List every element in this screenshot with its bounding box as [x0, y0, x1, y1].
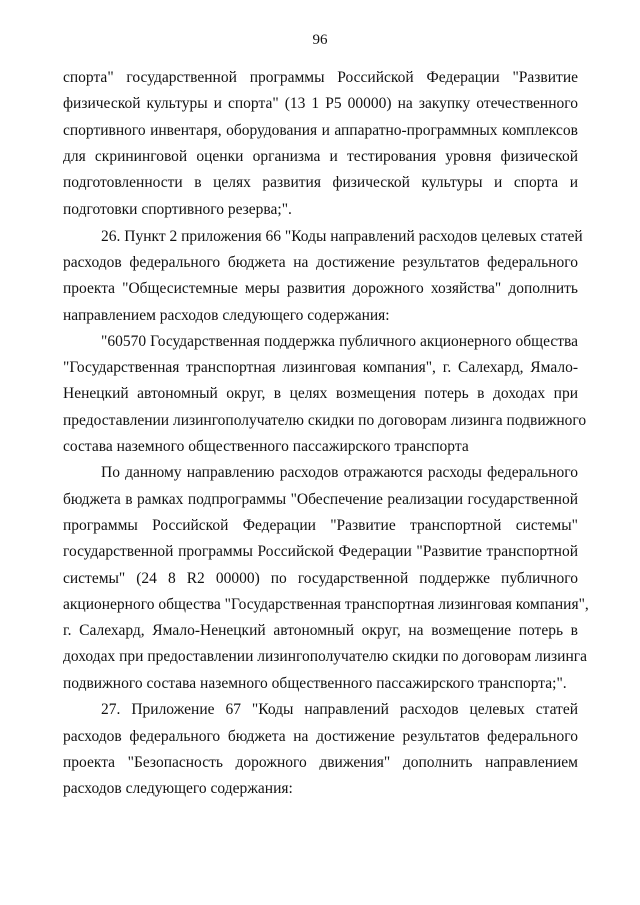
text-line: подготовки спортивного резерва;".: [63, 201, 292, 218]
text-line: государственной программы Российской Федерации "Развитие транспортной: [63, 543, 578, 560]
text-line: По данному направлению расходов отражаются расходы федерального: [101, 464, 578, 481]
text-line: направлением расходов следующего содержания:: [63, 307, 390, 324]
text-line: подготовленности в целях развития физической культуры и спорта и: [63, 174, 578, 191]
text-line: проекта "Общесистемные меры развития дорожного хозяйства" дополнить: [63, 280, 578, 297]
text-line: г. Салехард, Ямало-Ненецкий автономный округ, на возмещение потерь в: [63, 622, 578, 639]
text-line: состава наземного общественного пассажирского транспорта: [63, 438, 469, 455]
text-line: программы Российской Федерации "Развитие транспортной системы": [63, 517, 578, 534]
text-line: 27. Приложение 67 "Коды направлений расходов целевых статей: [101, 701, 578, 718]
text-line: акционерного общества "Государственная транспортная лизинговая компания",: [63, 596, 589, 613]
text-line: расходов федерального бюджета на достижение результатов федерального: [63, 254, 578, 271]
text-line: предоставлении лизингополучателю скидки по договорам лизинга подвижного: [63, 412, 587, 429]
text-line: "60570 Государственная поддержка публичного акционерного общества: [101, 333, 578, 350]
text-line: спортивного инвентаря, оборудования и аппаратно-программных комплексов: [63, 122, 578, 139]
text-line: "Государственная транспортная лизинговая компания", г. Салехард, Ямало-: [63, 359, 578, 376]
text-line: доходах при предоставлении лизингополучателю скидки по договорам лизинга: [63, 648, 588, 665]
text-line: Ненецкий автономный округ, в целях возмещения потерь в доходах при: [63, 385, 578, 402]
text-line: проекта "Безопасность дорожного движения" дополнить направлением: [63, 754, 578, 771]
text-line: подвижного состава наземного общественного пассажирского транспорта;".: [63, 675, 567, 692]
text-line: расходов федерального бюджета на достижение результатов федерального: [63, 728, 578, 745]
text-line: спорта" государственной программы Российской Федерации "Развитие: [63, 69, 578, 86]
text-line: расходов следующего содержания:: [63, 780, 293, 797]
text-line: бюджета в рамках подпрограммы "Обеспечение реализации государственной: [63, 491, 578, 508]
text-line: системы" (24 8 R2 00000) по государственной поддержке публичного: [63, 570, 578, 587]
text-line: физической культуры и спорта" (13 1 Р5 00000) на закупку отечественного: [63, 95, 578, 112]
page-number: 96: [312, 32, 328, 48]
text-line: для скрининговой оценки организма и тестирования уровня физической: [63, 148, 578, 165]
text-line: 26. Пункт 2 приложения 66 "Коды направлений расходов целевых статей: [101, 228, 583, 245]
